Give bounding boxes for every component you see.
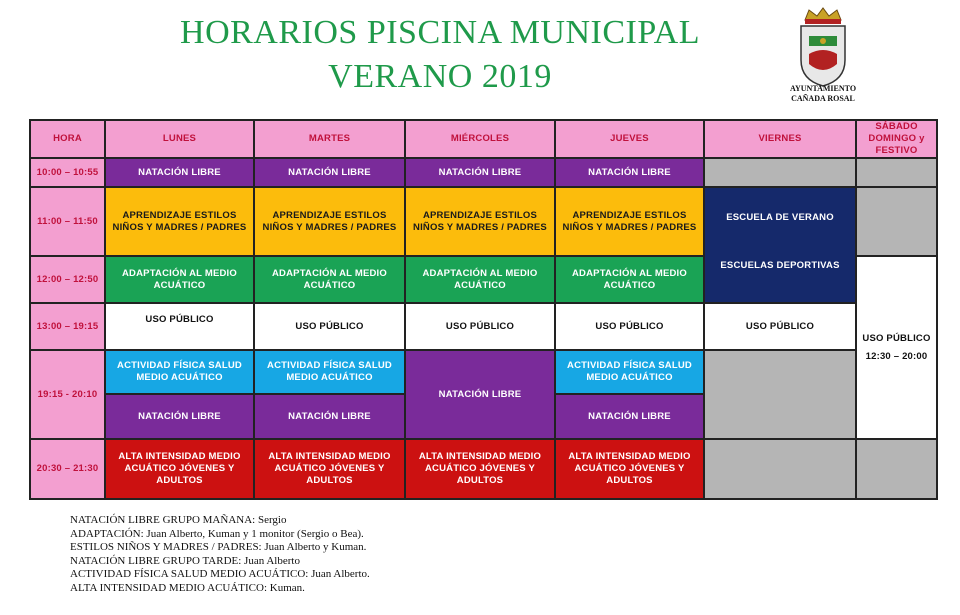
cell-estilos-miercoles: APRENDIZAJE ESTILOS NIÑOS Y MADRES / PADRES: [406, 188, 554, 255]
cell-uso-lunes: USO PÚBLICO: [106, 304, 253, 349]
escuelas-deportivas-label: ESCUELAS DEPORTIVAS: [720, 260, 840, 271]
cell-closed-weekend-2: [857, 188, 936, 255]
page-title: HORARIOS PISCINA MUNICIPAL: [180, 14, 700, 51]
cell-alta-martes: ALTA INTENSIDAD MEDIO ACUÁTICO JÓVENES Y ADULTOS: [255, 440, 404, 498]
cell-natacion-lunes-tarde: NATACIÓN LIBRE: [106, 395, 253, 438]
cell-natacion-martes-tarde: NATACIÓN LIBRE: [255, 395, 404, 438]
cell-natacion-miercoles: NATACIÓN LIBRE: [406, 159, 554, 186]
header-jueves: JUEVES: [556, 121, 703, 157]
logo-text-line2: CAÑADA ROSAL: [791, 94, 855, 103]
cell-alta-miercoles: ALTA INTENSIDAD MEDIO ACUÁTICO JÓVENES Y ADULTOS: [406, 440, 554, 498]
cell-closed-viernes-5: [705, 351, 855, 438]
staff-notes: [70, 514, 370, 595]
hour-1: 10:00 – 10:55: [31, 159, 104, 186]
cell-estilos-martes: APRENDIZAJE ESTILOS NIÑOS Y MADRES / PADRES: [255, 188, 404, 255]
hour-5: 19:15 - 20:10: [31, 351, 104, 438]
note-line: NATACIÓN LIBRE GRUPO MAÑANA: Sergio: [70, 514, 287, 526]
header-viernes: VIERNES: [705, 121, 855, 157]
header-miercoles: MIÉRCOLES: [406, 121, 554, 157]
cell-uso-martes: USO PÚBLICO: [255, 304, 404, 349]
cell-closed-viernes-6: [705, 440, 855, 498]
cell-adaptacion-martes: ADAPTACIÓN AL MEDIO ACUÁTICO: [255, 257, 404, 302]
note-line: NATACIÓN LIBRE GRUPO TARDE: Juan Alberto: [70, 554, 300, 567]
cell-uso-miercoles: USO PÚBLICO: [406, 304, 554, 349]
cell-adaptacion-lunes: ADAPTACIÓN AL MEDIO ACUÁTICO: [106, 257, 253, 302]
cell-estilos-lunes: APRENDIZAJE ESTILOS NIÑOS Y MADRES / PADRES: [106, 188, 253, 255]
note-line: ESTILOS NIÑOS Y MADRES / PADRES: Juan Alberto y Kuman.: [70, 541, 367, 553]
cell-closed-weekend-6: [857, 440, 936, 498]
note-line: ADAPTACIÓN: Juan Alberto, Kuman y 1 monitor (Sergio o Bea).: [70, 527, 364, 540]
note-line: ACTIVIDAD FÍSICA SALUD MEDIO ACUÁTICO: Juan Alberto.: [70, 568, 370, 580]
page-subtitle: VERANO 2019: [328, 58, 552, 95]
header-hora: HORA: [31, 121, 104, 157]
escuela-verano-label: ESCUELA DE VERANO: [726, 212, 834, 223]
cell-uso-weekend: [857, 257, 936, 438]
cell-natacion-lunes: NATACIÓN LIBRE: [106, 159, 253, 186]
note-line: ALTA INTENSIDAD MEDIO ACUÁTICO: Kuman.: [70, 581, 305, 594]
cell-natacion-martes: NATACIÓN LIBRE: [255, 159, 404, 186]
cell-closed-viernes-1: [705, 159, 855, 186]
header-weekend: SÁBADO DOMINGO y FESTIVO: [857, 121, 936, 157]
cell-alta-jueves: ALTA INTENSIDAD MEDIO ACUÁTICO JÓVENES Y ADULTOS: [556, 440, 703, 498]
cell-uso-jueves: USO PÚBLICO: [556, 304, 703, 349]
cell-natacion-jueves-tarde: NATACIÓN LIBRE: [556, 395, 703, 438]
cell-adaptacion-jueves: ADAPTACIÓN AL MEDIO ACUÁTICO: [556, 257, 703, 302]
logo-text-line1: AYUNTAMIENTO: [789, 84, 857, 93]
header-martes: MARTES: [255, 121, 404, 157]
hour-6: 20:30 – 21:30: [31, 440, 104, 498]
weekend-hours-label: 12:30 – 20:00: [865, 350, 928, 362]
hour-4: 13:00 – 19:15: [31, 304, 104, 349]
header-lunes: LUNES: [106, 121, 253, 157]
cell-salud-jueves: ACTIVIDAD FÍSICA SALUD MEDIO ACUÁTICO: [556, 351, 703, 393]
cell-natacion-miercoles-tarde: NATACIÓN LIBRE: [406, 351, 554, 438]
hour-3: 12:00 – 12:50: [31, 257, 104, 302]
cell-estilos-jueves: APRENDIZAJE ESTILOS NIÑOS Y MADRES / PADRES: [556, 188, 703, 255]
cell-salud-lunes: ACTIVIDAD FÍSICA SALUD MEDIO ACUÁTICO: [106, 351, 253, 393]
weekend-uso-label: USO PÚBLICO: [862, 332, 931, 344]
cell-uso-viernes: USO PÚBLICO: [705, 304, 855, 349]
cell-salud-martes: ACTIVIDAD FÍSICA SALUD MEDIO ACUÁTICO: [255, 351, 404, 393]
cell-adaptacion-miercoles: ADAPTACIÓN AL MEDIO ACUÁTICO: [406, 257, 554, 302]
cell-alta-lunes: ALTA INTENSIDAD MEDIO ACUÁTICO JÓVENES Y ADULTOS: [106, 440, 253, 498]
cell-escuela-viernes: [705, 188, 855, 302]
cell-natacion-jueves: NATACIÓN LIBRE: [556, 159, 703, 186]
cell-closed-weekend-1: [857, 159, 936, 186]
hour-2: 11:00 – 11:50: [31, 188, 104, 255]
schedule-table: [29, 119, 938, 500]
